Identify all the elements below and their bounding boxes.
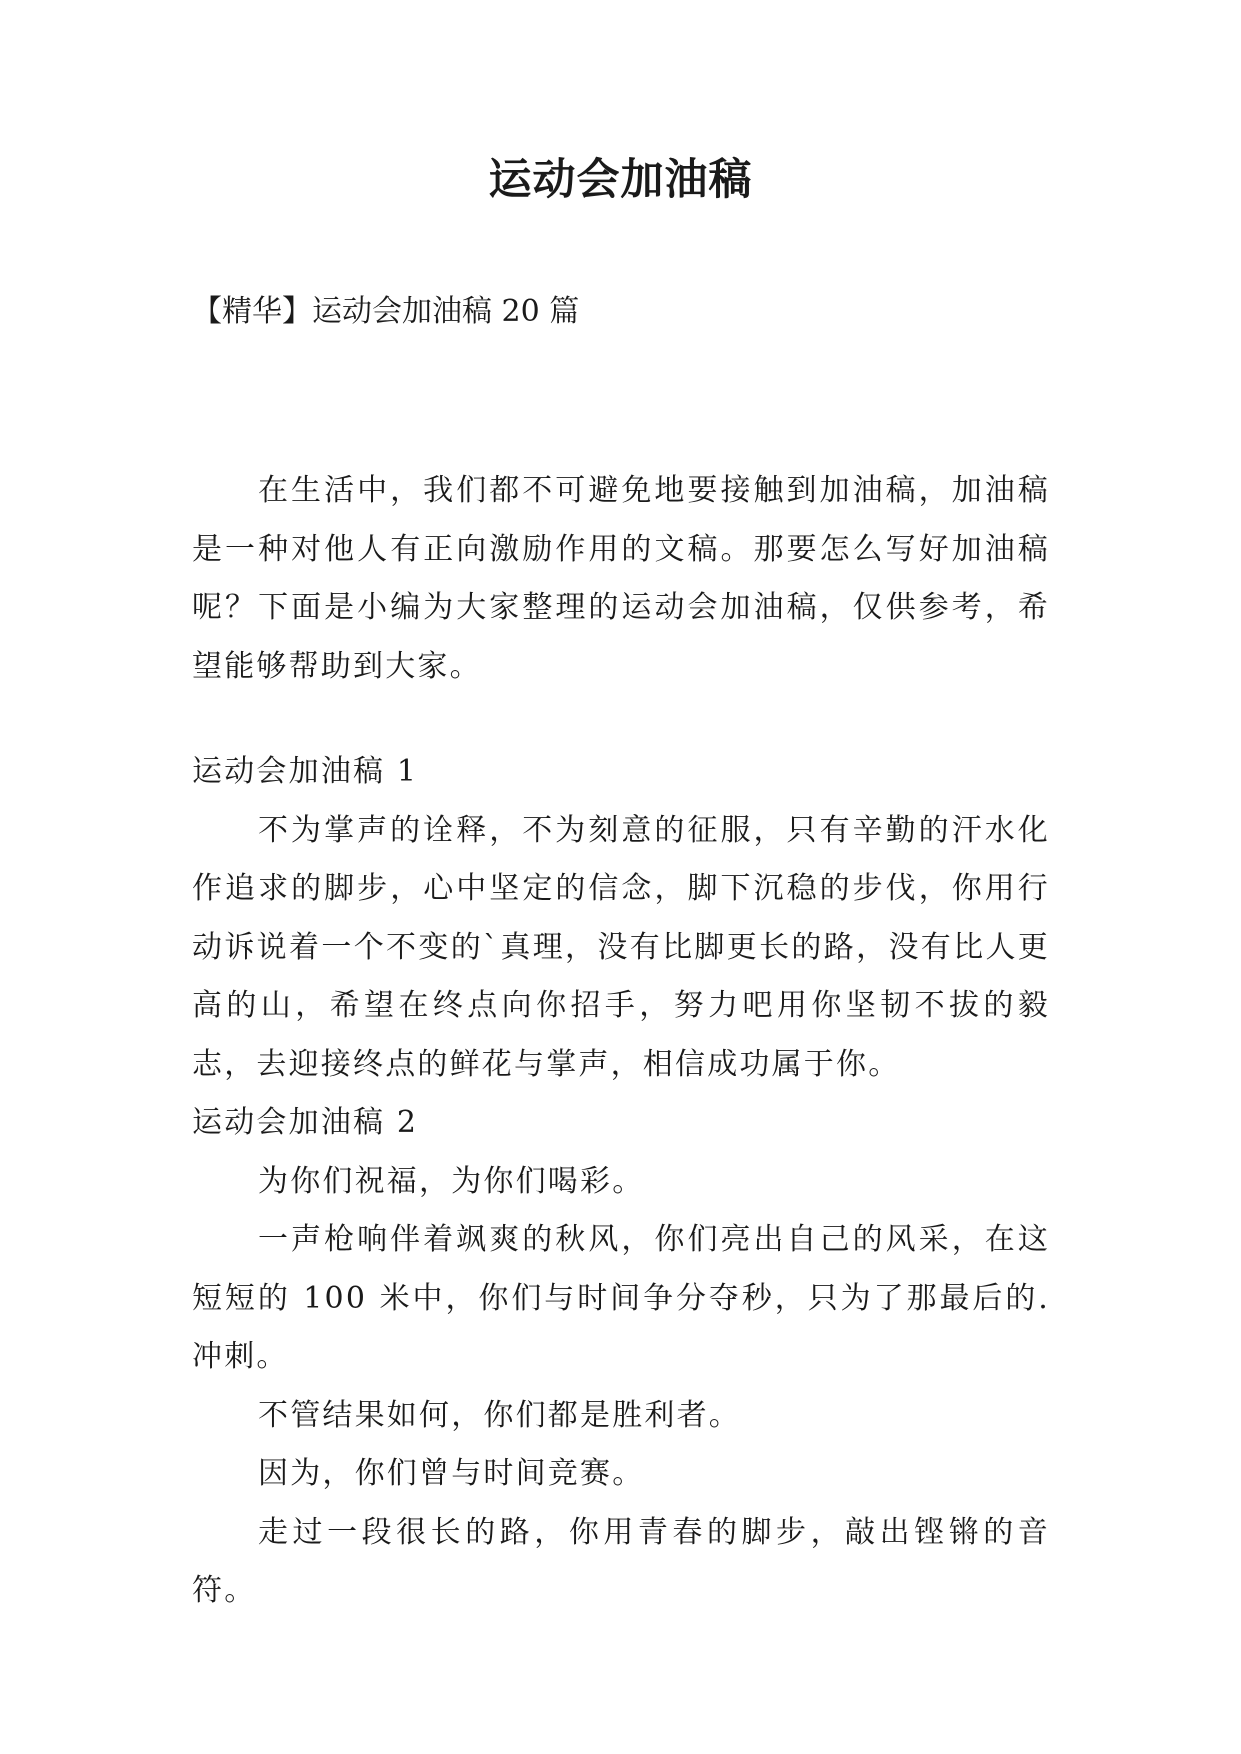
- section-2-paragraph-1: 为你们祝福，为你们喝彩。: [258, 1163, 645, 1199]
- section-2-paragraph-5: 走过一段很长的路，你用青春的脚步，敲出铿锵的音符。: [192, 1514, 1050, 1608]
- intro-paragraph: 在生活中，我们都不可避免地要接触到加油稿，加油稿是一种对他人有正向激励作用的文稿。那要怎么写好加油稿呢？下面是小编为大家整理的运动会加油稿，仅供参考，希望能够帮助到大家。: [192, 473, 1050, 684]
- section-1-paragraph: 不为掌声的诠释，不为刻意的征服，只有辛勤的汗水化作追求的脚步，心中坚定的信念，脚下沉稳的步伐，你用行动诉说着一个不变的`真理，没有比脚更长的路，没有比人更高的山，希望在终点向你招手，努力吧用你坚韧不拔的毅志，去迎接终点的鲜花与掌声，相信成功属于你。: [192, 812, 1050, 1082]
- section-2-paragraph-4: 因为，你们曾与时间竞赛。: [258, 1456, 645, 1491]
- section-heading-1: 运动会加油稿 1: [192, 754, 419, 789]
- section-heading-2: 运动会加油稿 2: [192, 1105, 419, 1140]
- section-2-paragraph-2: 一声枪响伴着飒爽的秋风，你们亮出自己的风采，在这短短的 100 米中，你们与时间争分夺秒，只为了那最后的.冲刺。: [192, 1222, 1050, 1374]
- content-block: [192, 743, 1050, 1621]
- document-title: 运动会加油稿: [488, 155, 753, 205]
- intro-block: [192, 462, 1050, 696]
- document-subtitle: 【精华】运动会加油稿 20 篇: [192, 294, 580, 329]
- section-2-paragraph-3: 不管结果如何，你们都是胜利者。: [258, 1397, 741, 1433]
